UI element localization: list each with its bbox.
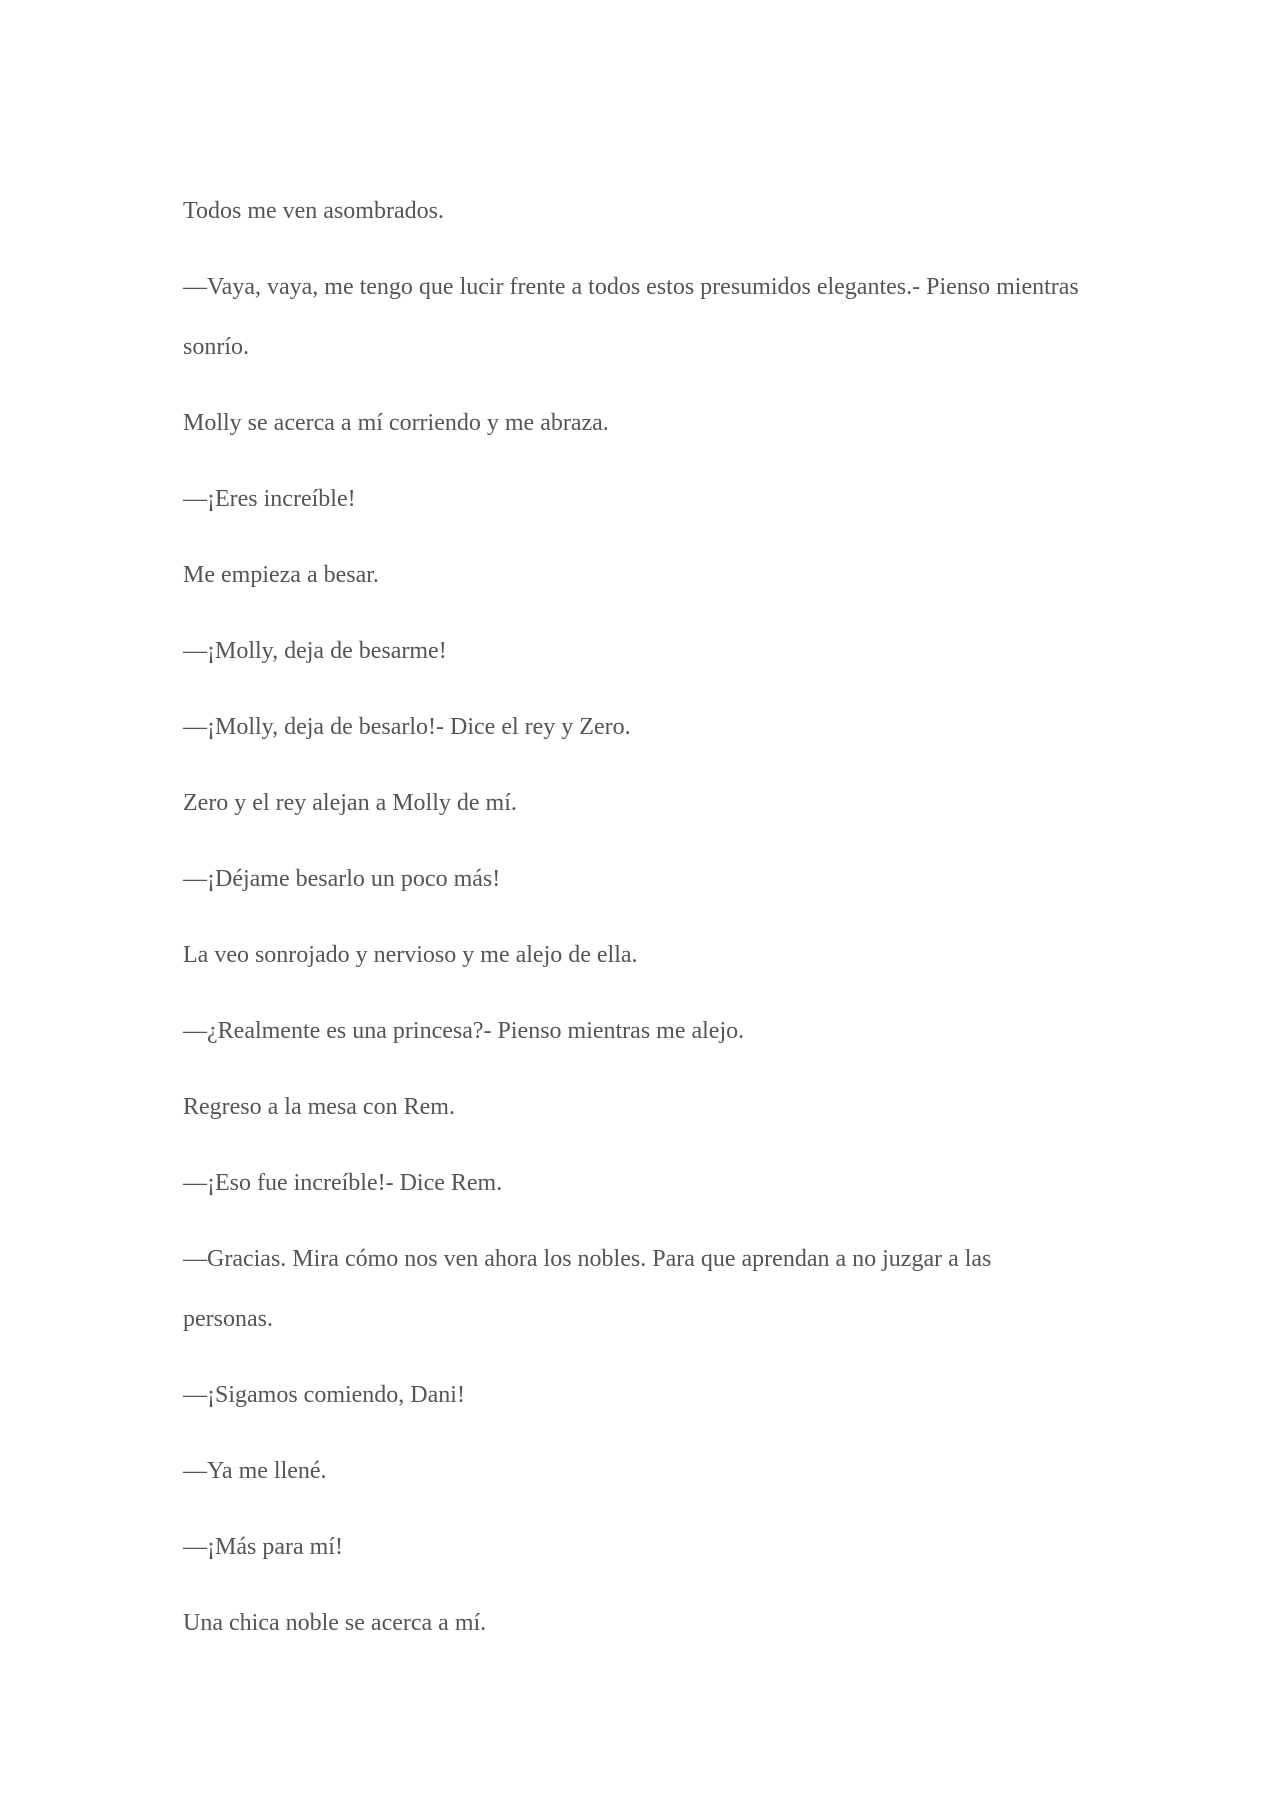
paragraph: Zero y el rey alejan a Molly de mí. (183, 790, 517, 816)
paragraph: Todos me ven asombrados. (183, 198, 444, 224)
paragraph: —Vaya, vaya, me tengo que lucir frente a todos estos presumidos elegantes.- Pienso mientras sonrío. (183, 274, 1079, 360)
paragraph: Una chica noble se acerca a mí. (183, 1610, 487, 1636)
paragraph: Regreso a la mesa con Rem. (183, 1094, 455, 1120)
paragraph: La veo sonrojado y nervioso y me alejo de ella. (183, 942, 638, 968)
paragraph: Me empieza a besar. (183, 562, 379, 588)
paragraph: Molly se acerca a mí corriendo y me abraza. (183, 410, 609, 436)
paragraph: —¡Eso fue increíble!- Dice Rem. (183, 1170, 503, 1196)
paragraph: —¡Déjame besarlo un poco más! (183, 866, 501, 892)
paragraph: —¡Sigamos comiendo, Dani! (183, 1382, 465, 1408)
paragraph: —¡Eres increíble! (183, 486, 356, 512)
paragraph: —¡Molly, deja de besarlo!- Dice el rey y Zero. (183, 714, 631, 740)
paragraph: —Gracias. Mira cómo nos ven ahora los nobles. Para que aprendan a no juzgar a las personas. (183, 1246, 992, 1332)
paragraph: —¡Más para mí! (183, 1534, 343, 1560)
document-body (183, 181, 1083, 1669)
paragraph: —¡Molly, deja de besarme! (183, 638, 447, 664)
paragraph: —¿Realmente es una princesa?- Pienso mientras me alejo. (183, 1018, 745, 1044)
paragraph: —Ya me llené. (183, 1458, 327, 1484)
